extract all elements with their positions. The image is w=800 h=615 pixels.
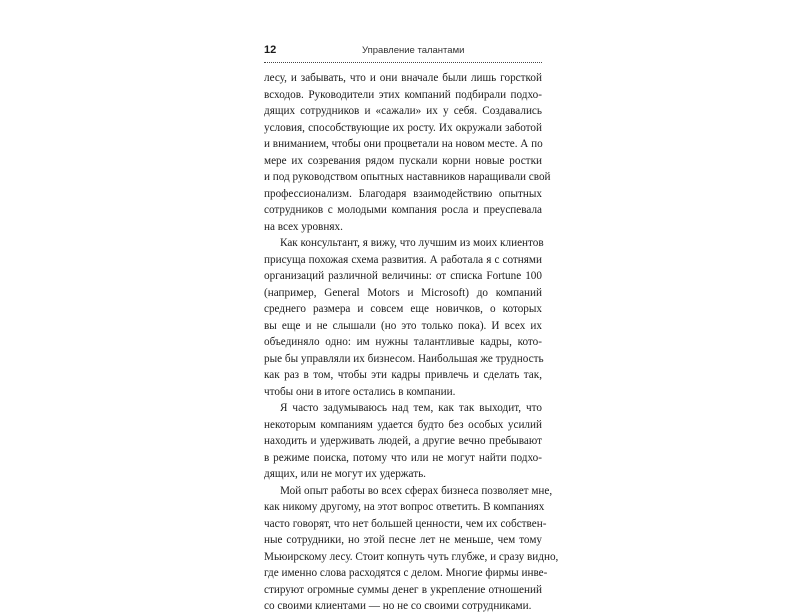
text-line: объединяло одно: им нужны талантливые кадры, кото- [264, 336, 542, 348]
text-line: находить и удерживать людей, а другие вечно пребывают [264, 435, 542, 447]
page-number: 12 [264, 44, 277, 56]
text-line: дящих, или не могут их удержать. [264, 468, 426, 480]
text-line: и вниманием, чтобы они процветали на новом месте. А по [264, 138, 543, 150]
text-line: где именно слова расходятся с делом. Многие фирмы инве- [264, 567, 548, 579]
body-text [264, 70, 559, 615]
text-line: со своими клиентами — но не со своими сотрудниками. [264, 600, 532, 612]
text-line: всходов. Руководители этих компаний подбирали подхо- [264, 88, 542, 101]
header-dotted-rule [264, 62, 542, 63]
paragraph [264, 483, 559, 615]
running-head: Управление талантами [362, 45, 465, 56]
text-line: Как консультант, я вижу, что лучшим из моих клиентов [280, 237, 544, 249]
text-line: ные сотрудники, но этой песне лет не меньше, чем тому [264, 534, 542, 546]
text-line: в режиме поиска, потому что или не могут найти подхо- [264, 451, 542, 464]
text-line: как никому другому, на этот вопрос ответить. В компаниях [264, 501, 545, 513]
text-line: стируют огромные суммы денег в укрепление отношений [264, 583, 542, 596]
page-header [264, 44, 542, 60]
text-line: присуща похожая схема развития. А работала я с сотнями [264, 253, 542, 266]
text-line: некоторым компаниям удается будто без особых усилий [264, 418, 542, 431]
text-line: мере их созревания рядом пускали корни новые ростки [264, 154, 542, 167]
text-line: среднего размера и совсем еще новичков, о которых [264, 303, 542, 315]
text-line: лесу, и забывать, что и они вначале были лишь горсткой [264, 72, 542, 84]
text-line: дящих сотрудников и «сажали» их у себя. Создавались [264, 105, 542, 117]
text-line: часто говорят, что нет большей ценности, чем их собствен- [264, 517, 547, 530]
text-line: Мьюирскому лесу. Стоит копнуть чуть глубже, и сразу видно, [264, 550, 559, 563]
text-line: (например, General Motors и Microsoft) до компаний [264, 286, 542, 299]
text-line: на всех уровнях. [264, 220, 343, 233]
text-line: сотрудников с молодыми компания росла и преуспевала [264, 204, 542, 216]
text-line: рые бы управляли их бизнесом. Наибольшая же трудность [264, 352, 544, 365]
text-line: чтобы они в итоге остались в компании. [264, 385, 456, 398]
text-line: вы еще и не слышали (но это только пока). И всех их [264, 319, 542, 332]
text-line: как раз в том, чтобы эти кадры привлечь и сделать так, [264, 369, 542, 381]
text-line: профессионализм. Благодаря взаимодействию опытных [264, 187, 542, 200]
paragraph [264, 70, 551, 235]
paragraph [264, 400, 542, 483]
text-line: организаций различной величины: от списка Fortune 100 [264, 270, 542, 282]
text-line: и под руководством опытных наставников наращивали свой [264, 171, 551, 183]
text-line: Мой опыт работы во всех сферах бизнеса позволяет мне, [280, 484, 553, 497]
text-line: Я часто задумываюсь над тем, как так выходит, что [280, 402, 542, 414]
text-line: условия, способствующие их росту. Их окружали заботой [264, 121, 542, 134]
paragraph [264, 235, 542, 400]
